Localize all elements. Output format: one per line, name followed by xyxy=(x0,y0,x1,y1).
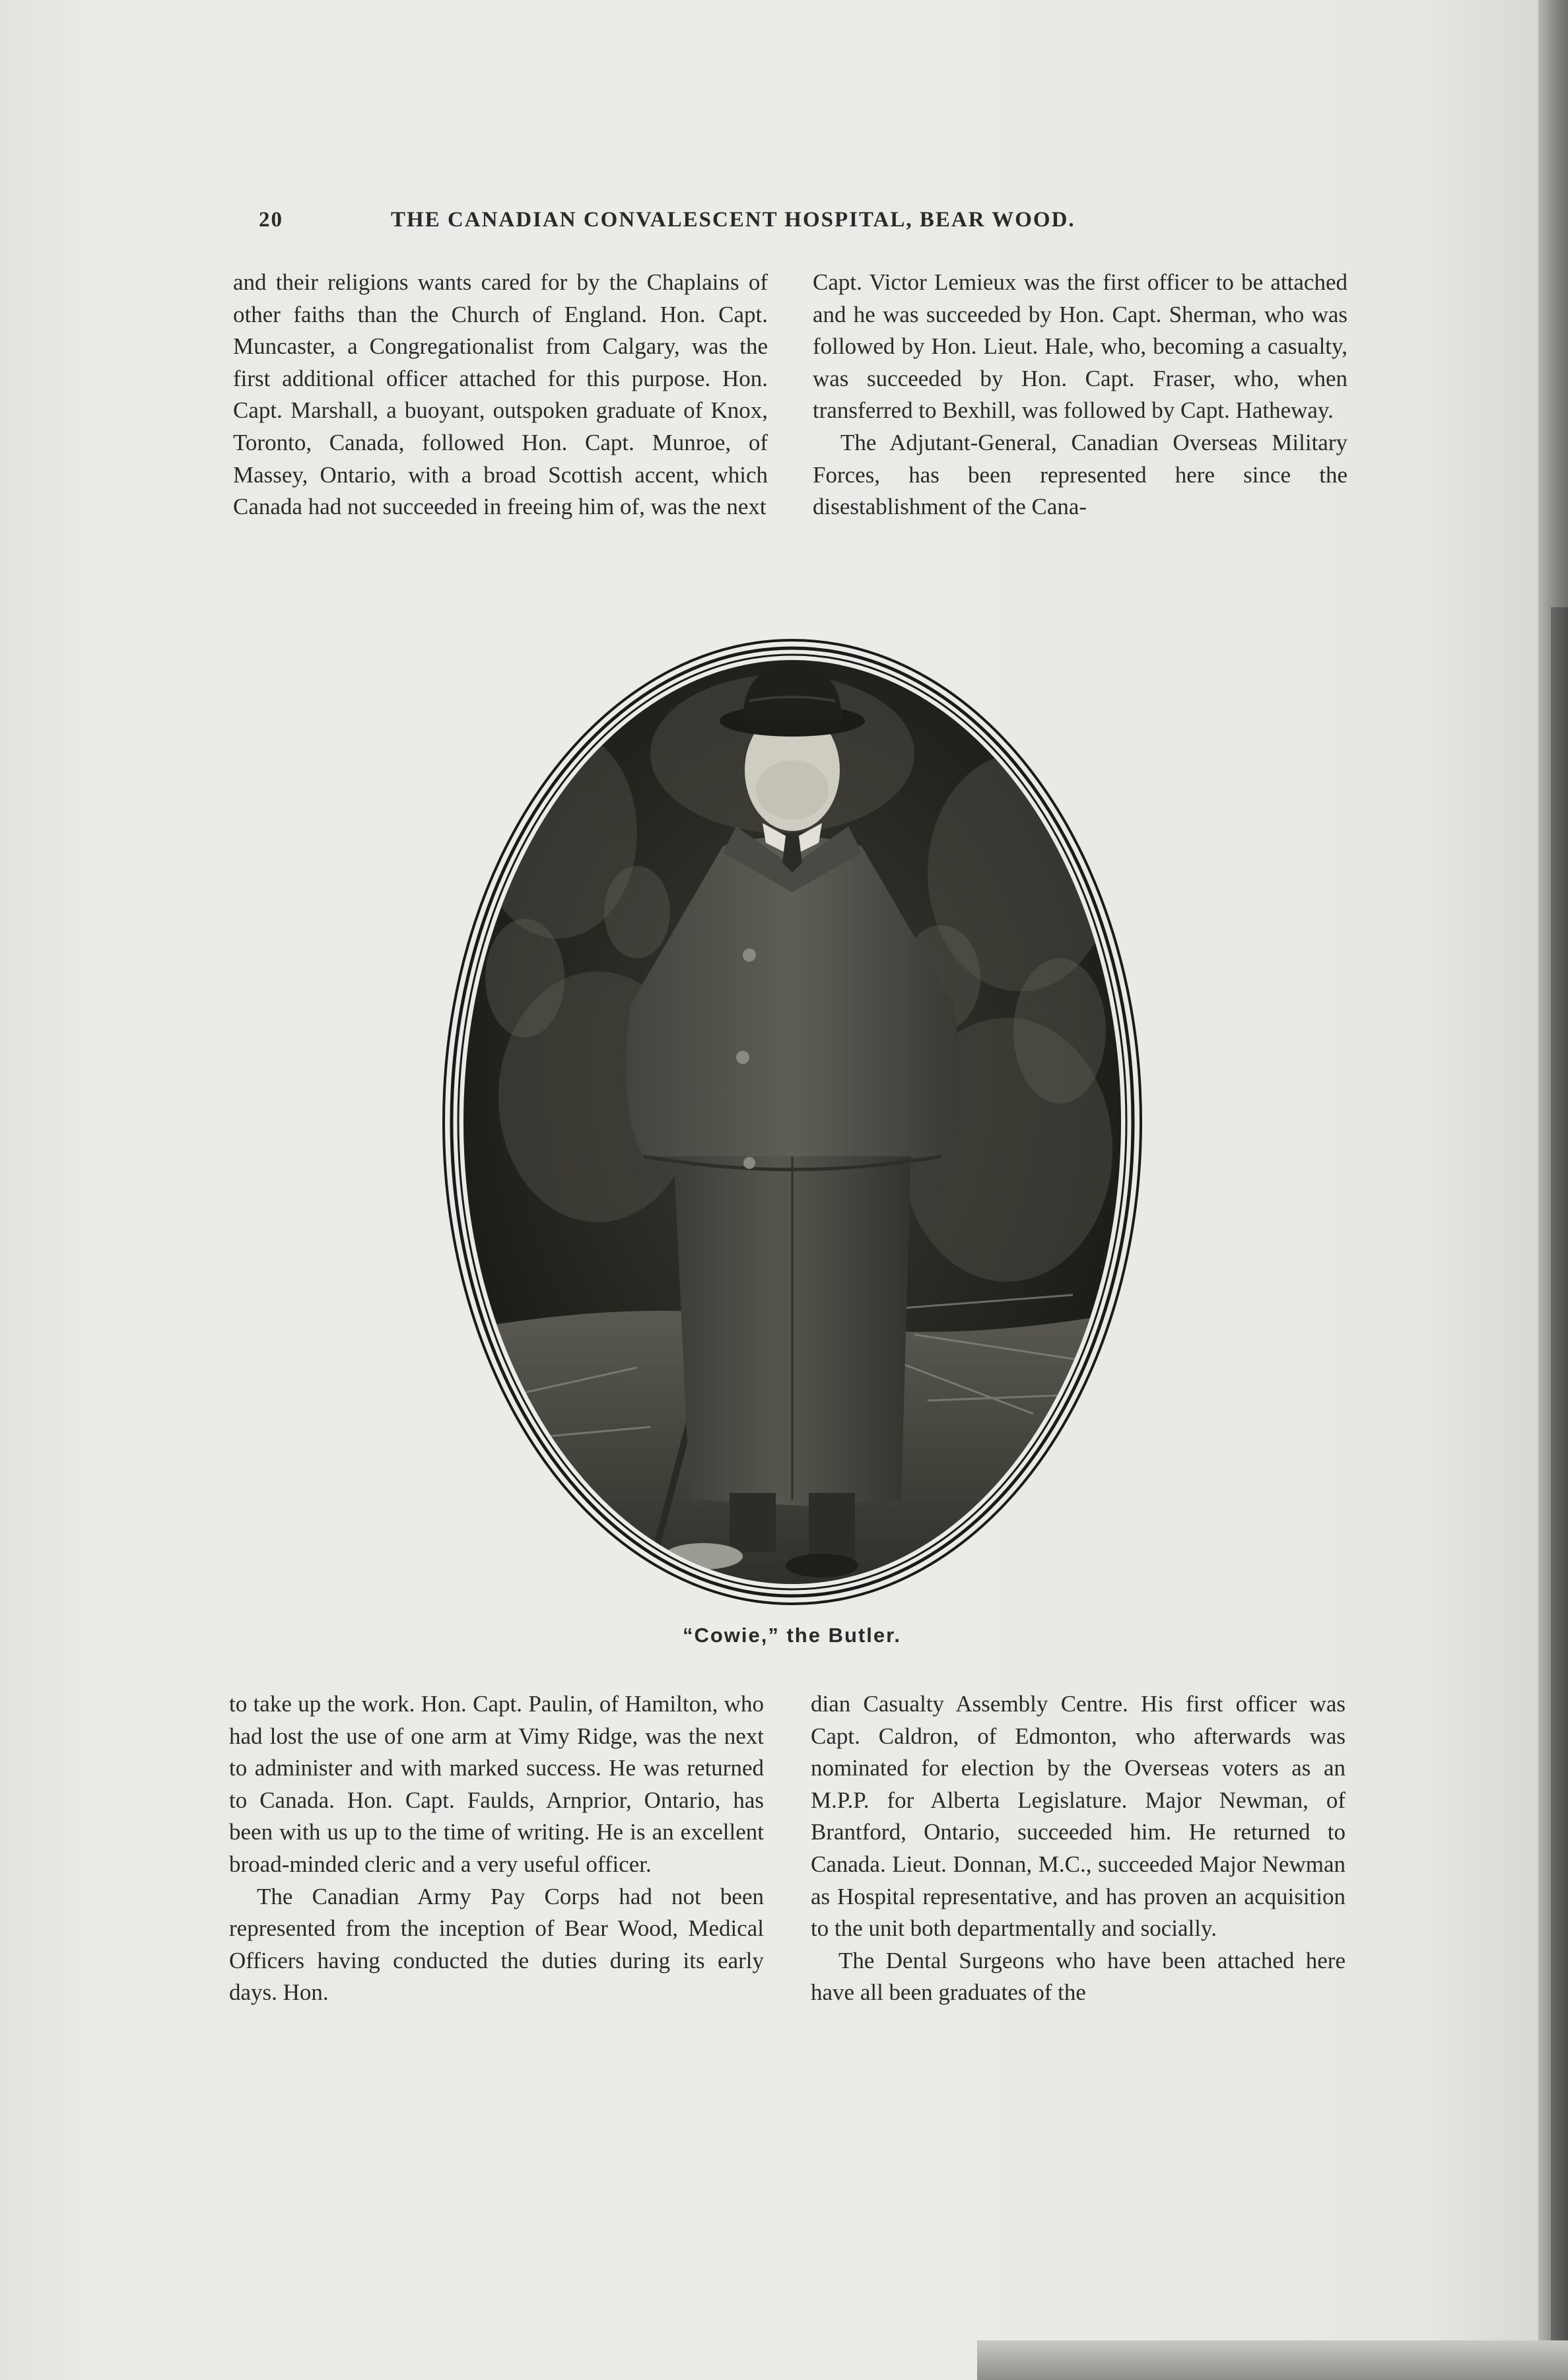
paragraph: dian Casualty Assembly Centre. His first officer was Capt. Caldron, of Edmonton, who afterwards was nominated for election by the Overseas voters as an M.P.P. for Alberta Legislature. Major Newman, of Brantford, Ontario, succeeded him. He returned to Canada. Lieut. Donnan, M.C., succeeded Major Newman as Hospital representative, and has proven an acquisition to the unit both departmentally and socially. xyxy=(811,1691,1346,1942)
column-bottom-left xyxy=(229,1688,764,2009)
column-top-left xyxy=(233,267,768,523)
column-top-right xyxy=(813,267,1347,523)
paragraph: The Adjutant-General, Canadian Overseas Military Forces, has been represented here since the disestablishment of the Cana- xyxy=(813,429,1347,520)
photo-illustration xyxy=(439,635,1145,1609)
paragraph: The Canadian Army Pay Corps had not been represented from the inception of Bear Wood, Medical Officers having conducted the duties during its early days. Hon. xyxy=(229,1883,764,2006)
caption-text: “Cowie,” the Butler. xyxy=(682,1624,902,1647)
book-cover-bottom xyxy=(977,2340,1568,2380)
figure-caption xyxy=(0,1624,1568,1647)
column-bottom-right xyxy=(811,1688,1346,2009)
paragraph: The Dental Surgeons who have been attached here have all been graduates of the xyxy=(811,1947,1346,2006)
oval-photograph xyxy=(439,635,1145,1609)
paragraph: Capt. Victor Lemieux was the first officer to be attached and he was succeeded by Hon. Capt. Sherman, who was followed by Hon. Lieut. Hale, who, becoming a casualty, was succeeded by Hon. Capt. Fraser, who, when transferred to Bexhill, was followed by Capt. Hatheway. xyxy=(813,269,1347,424)
paragraph: to take up the work. Hon. Capt. Paulin, of Hamilton, who had lost the use of one arm at Vimy Ridge, was the next to administer and with marked success. He was returned to Canada. Hon. Capt. Faulds, Arnprior, Ontario, has been with us up to the time of writing. He is an excellent broad-minded cleric and a very useful officer. xyxy=(229,1691,764,1877)
paragraph: and their religions wants cared for by the Chaplains of other faiths than the Church of England. Hon. Capt. Muncaster, a Congregationalist from Calgary, was the first additional officer attached for this purpose. Hon. Capt. Marshall, a buoyant, outspoken graduate of Knox, Toronto, Canada, followed Hon. Capt. Munroe, of Massey, Ontario, with a broad Scottish accent, which Canada had not succeeded in freeing him of, was the next xyxy=(233,269,768,520)
page-number: 20 xyxy=(259,208,283,232)
page-title: THE CANADIAN CONVALESCENT HOSPITAL, BEAR WOOD. xyxy=(391,208,1075,232)
book-cover-edge xyxy=(1551,607,1568,2380)
